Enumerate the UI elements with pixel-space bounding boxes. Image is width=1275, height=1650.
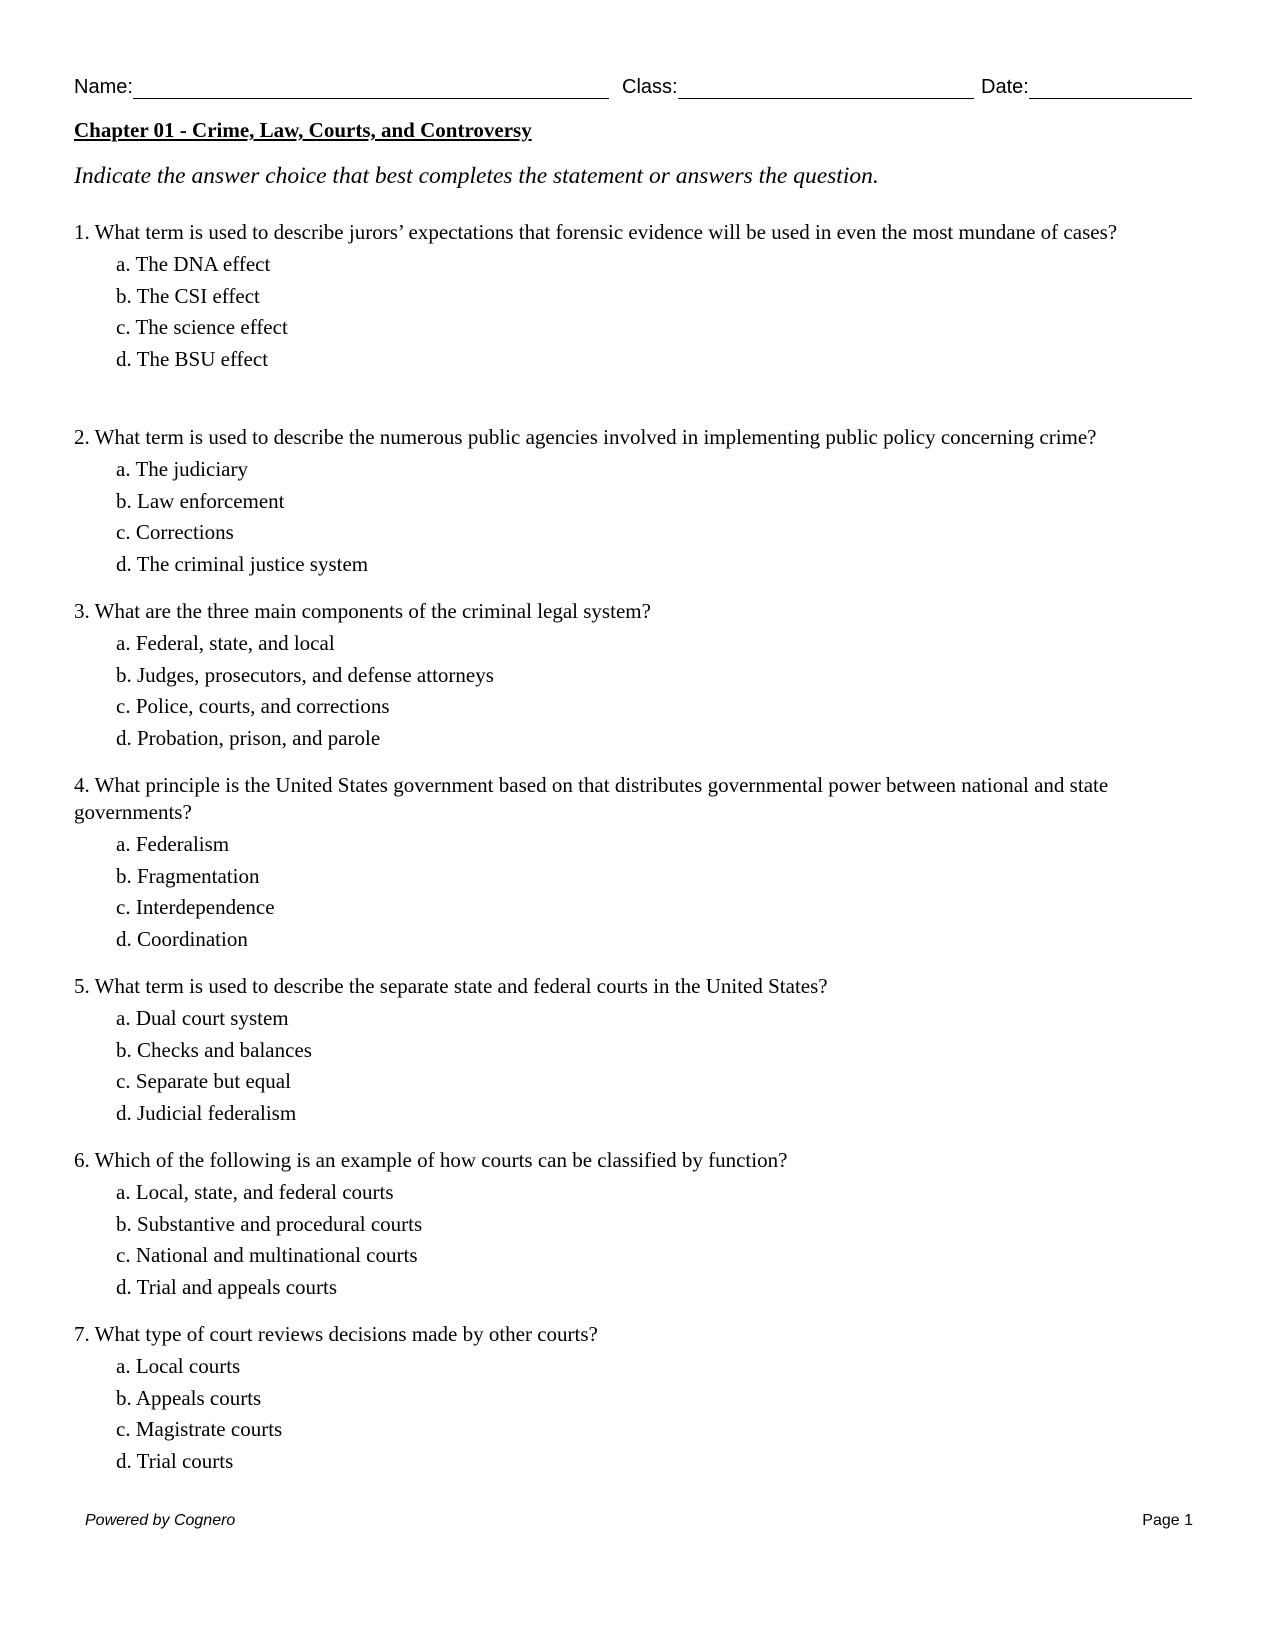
- question-2: [74, 424, 1192, 580]
- question-7: [74, 1321, 1192, 1477]
- question-3: [74, 598, 1192, 754]
- answer-option-a: a. The judiciary: [116, 457, 248, 481]
- date-label: Date:: [981, 76, 1029, 98]
- name-field: [74, 74, 614, 100]
- answer-option-d: d. Trial and appeals courts: [116, 1274, 338, 1299]
- question-stem: 2. What term is used to describe the numerous public agencies involved in implementing public policy concerning crime?: [74, 425, 1097, 449]
- date-field: [981, 74, 1192, 100]
- answer-option-a: a. Local, state, and federal courts: [116, 1180, 394, 1204]
- date-blank-line: [1029, 76, 1192, 99]
- answer-option-b: b. Substantive and procedural courts: [116, 1211, 423, 1236]
- answer-option-c: c. National and multinational courts: [116, 1243, 418, 1267]
- answer-option-d: d. Coordination: [116, 926, 248, 951]
- powered-by-footer: Powered by Cognero: [85, 1512, 236, 1529]
- answer-option-d: d. The BSU effect: [116, 346, 269, 371]
- question-stem: 3. What are the three main components of the criminal legal system?: [74, 599, 651, 623]
- answer-option-c: c. Magistrate courts: [116, 1417, 283, 1441]
- student-info-header: [74, 74, 1192, 100]
- name-blank-line: [133, 76, 609, 99]
- answer-options: [74, 1003, 1192, 1129]
- answer-option-b: b. Law enforcement: [116, 488, 285, 513]
- answer-option-d: d. Probation, prison, and parole: [116, 725, 381, 750]
- question-stem: 6. Which of the following is an example of how courts can be classified by function?: [74, 1148, 788, 1172]
- answer-options: [74, 829, 1192, 955]
- page-number: Page 1: [1142, 1512, 1193, 1529]
- chapter-title: Chapter 01 - Crime, Law, Courts, and Controversy: [74, 118, 532, 142]
- class-label: Class:: [622, 76, 678, 98]
- question-stem: 7. What type of court reviews decisions made by other courts?: [74, 1322, 598, 1346]
- instructions: Indicate the answer choice that best completes the statement or answers the question.: [74, 163, 879, 189]
- answer-option-c: c. Separate but equal: [116, 1069, 291, 1093]
- answer-options: [74, 1351, 1192, 1477]
- answer-options: [74, 454, 1192, 580]
- answer-option-b: b. Checks and balances: [116, 1037, 312, 1062]
- answer-option-d: d. Trial courts: [116, 1448, 234, 1473]
- answer-options: [74, 249, 1192, 375]
- answer-option-a: a. Federalism: [116, 832, 230, 856]
- question-5: [74, 973, 1192, 1129]
- answer-option-c: c. Corrections: [116, 520, 234, 544]
- answer-option-d: d. Judicial federalism: [116, 1100, 297, 1125]
- question-4: [74, 772, 1192, 955]
- answer-option-a: a. The DNA effect: [116, 252, 271, 276]
- answer-option-b: b. Fragmentation: [116, 863, 260, 888]
- answer-option-a: a. Federal, state, and local: [116, 631, 335, 655]
- class-blank-line: [678, 76, 974, 99]
- question-stem: 5. What term is used to describe the separate state and federal courts in the United States?: [74, 974, 828, 998]
- name-label: Name:: [74, 76, 133, 98]
- question-stem: 4. What principle is the United States government based on that distributes governmental power between national and state governments?: [74, 773, 1109, 824]
- answer-option-b: b. Judges, prosecutors, and defense attorneys: [116, 662, 494, 687]
- answer-option-c: c. Police, courts, and corrections: [116, 694, 390, 718]
- answer-options: [74, 628, 1192, 754]
- answer-option-c: c. Interdependence: [116, 895, 275, 919]
- class-field: [622, 74, 974, 100]
- answer-option-d: d. The criminal justice system: [116, 551, 369, 576]
- answer-option-a: a. Local courts: [116, 1354, 241, 1378]
- answer-option-a: a. Dual court system: [116, 1006, 289, 1030]
- answer-option-c: c. The science effect: [116, 315, 288, 339]
- question-1: [74, 219, 1192, 375]
- answer-option-b: b. Appeals courts: [116, 1385, 262, 1410]
- answer-options: [74, 1177, 1192, 1303]
- question-6: [74, 1147, 1192, 1303]
- question-stem: 1. What term is used to describe jurors’ expectations that forensic evidence will be used in even the most mundane of cases?: [74, 220, 1118, 244]
- answer-option-b: b. The CSI effect: [116, 283, 260, 308]
